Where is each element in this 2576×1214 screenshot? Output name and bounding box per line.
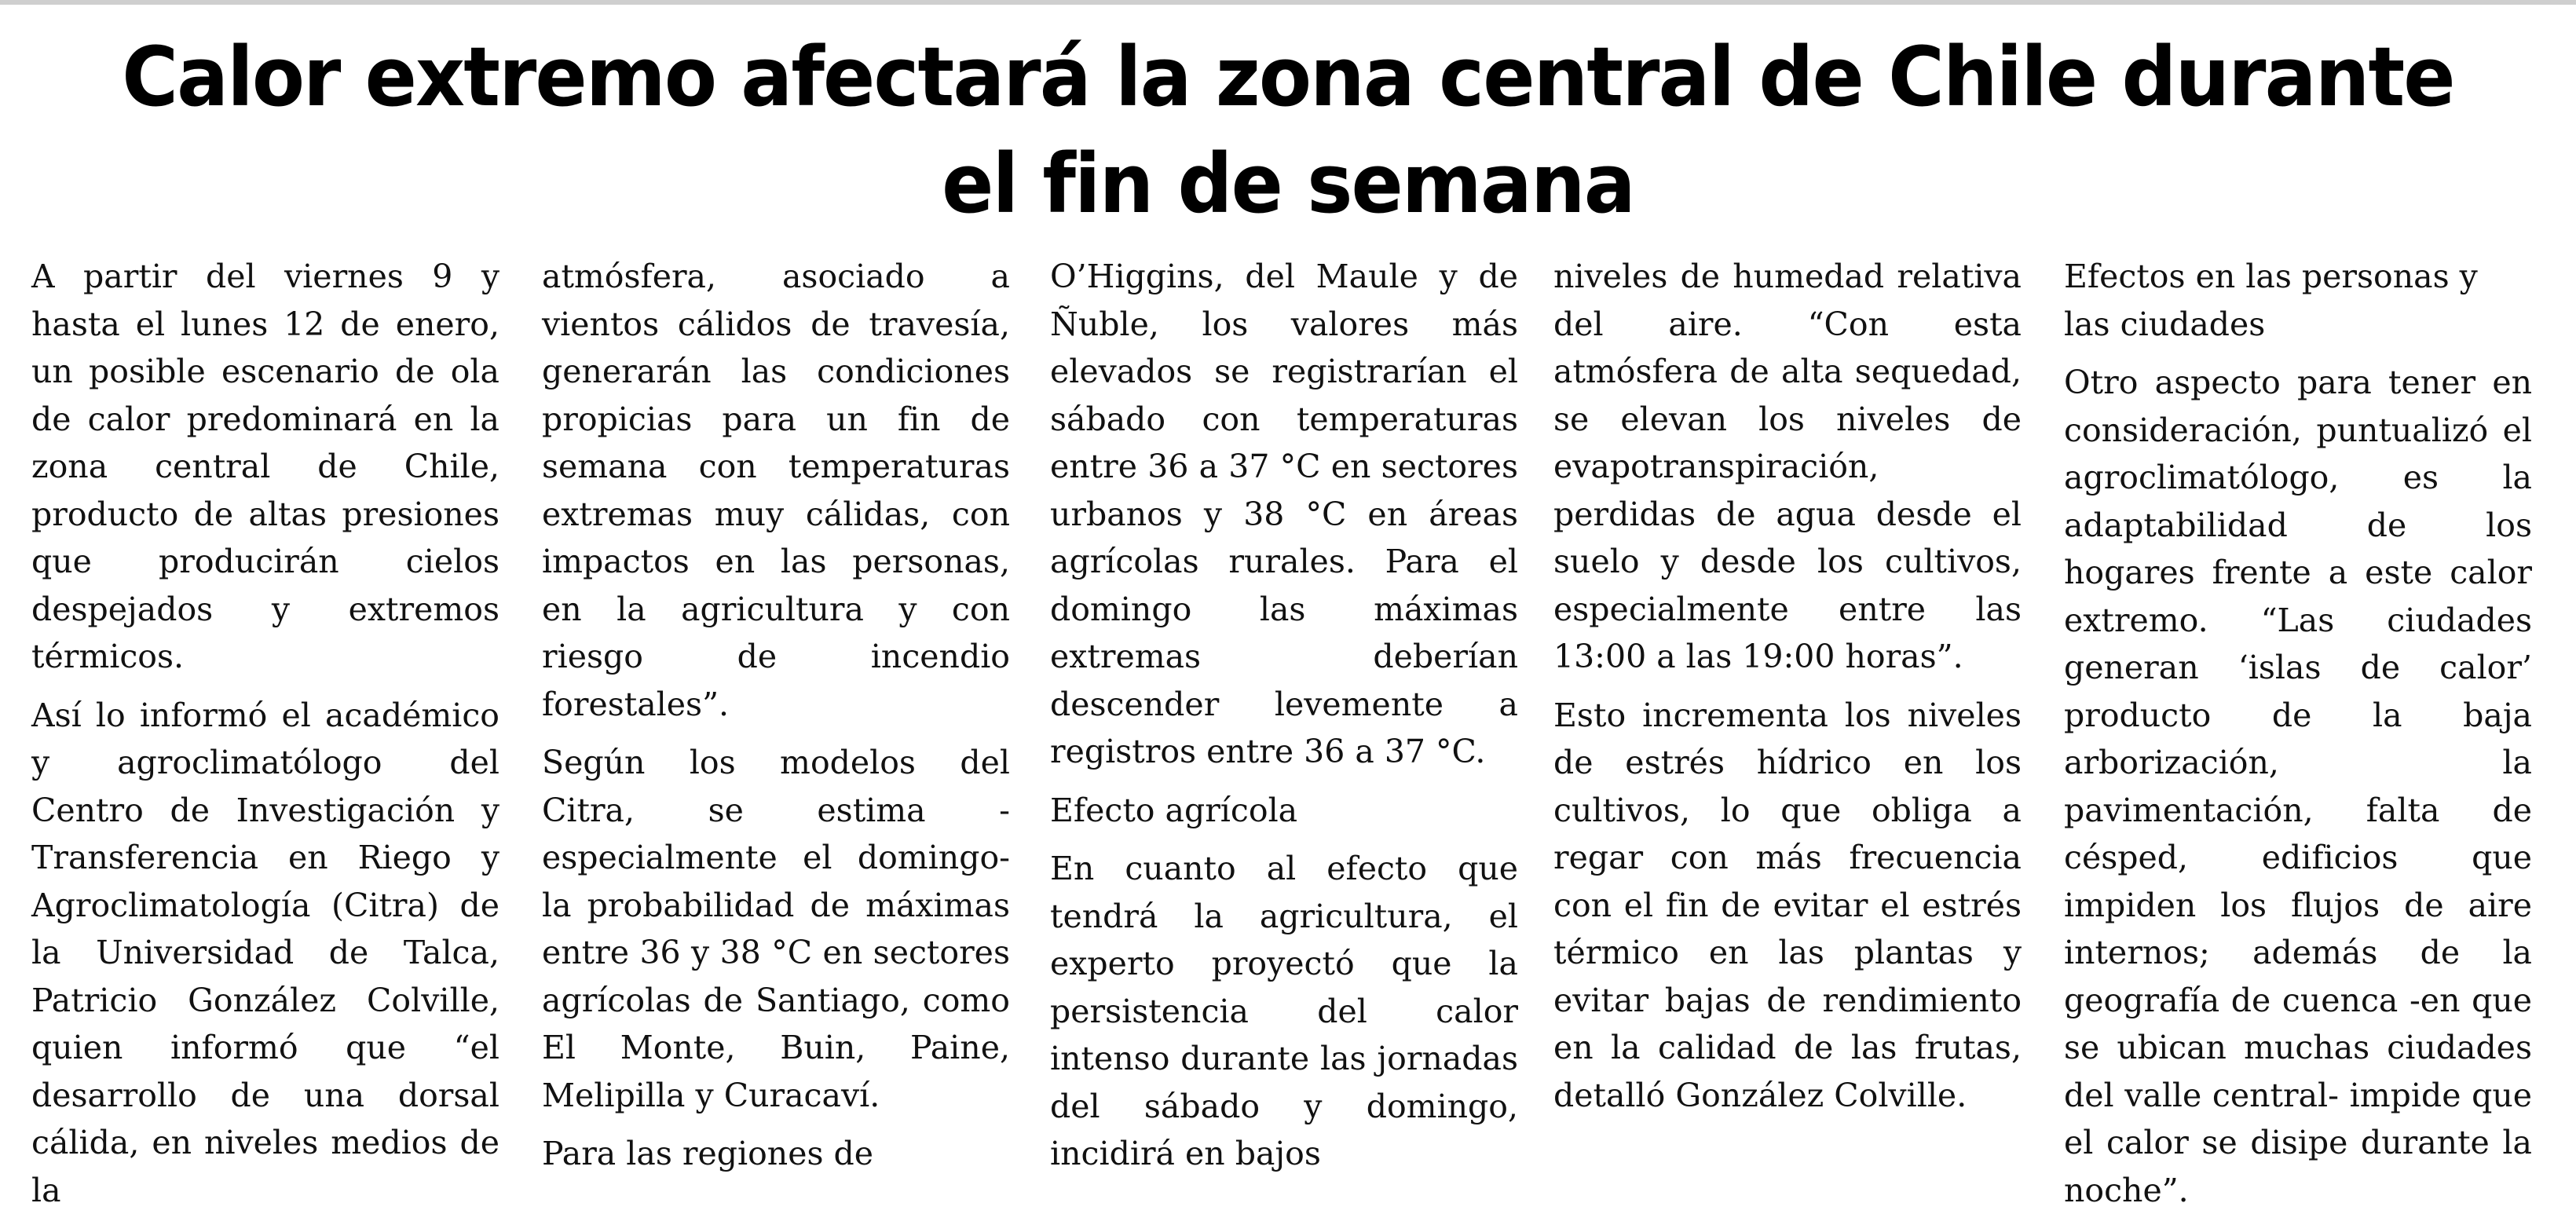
paragraph-water-stress: Esto incrementa los niveles de estrés hídrico en los cultivos, lo que obliga a regar con más frecuencia con el fin de evitar el estrés térmico en las plantas y evitar bajas de rendimiento en la calidad de las frutas, detalló González Colville. bbox=[1553, 692, 2022, 1120]
article-column-1 bbox=[31, 253, 499, 1172]
article-column-2 bbox=[542, 253, 1010, 1172]
article-headline bbox=[77, 24, 2498, 237]
paragraph-citra-source: Así lo informó el académico y agroclimatólogo del Centro de Investigación y Transferencia en Riego y Agroclimatología (Citra) de la Universidad de Talca, Patricio González Colville, quien informó que “el desarrollo de una dorsal cálida, en niveles medios de la bbox=[31, 692, 499, 1214]
article-body bbox=[0, 253, 2576, 1172]
subhead-efectos-personas: Efectos en las personas y las ciudades bbox=[2064, 253, 2532, 348]
paragraph-urban-heat-islands: Otro aspecto para tener en consideración, puntualizó el agroclimatólogo, es la adaptabilidad de los hogares frente a este calor extremo. “Las ciudades generan ‘islas de calor’ producto de la baja arborización, la pavimentación, falta de césped, edificios que impiden los flujos de aire internos; además de la geografía de cuenca -en que se ubican muchas ciudades del valle central- impide que el calor se disipe durante la noche”. bbox=[2064, 359, 2532, 1214]
paragraph-agricultural-effect: En cuanto al efecto que tendrá la agricultura, el experto proyectó que la persistencia del calor intenso durante las jornadas del sábado y domingo, incidirá en bajos bbox=[1050, 845, 1518, 1178]
subhead-efecto-agricola: Efecto agrícola bbox=[1050, 787, 1518, 835]
paragraph-citra-models: Según los modelos del Citra, se estima -especialmente el domingo- la probabilidad de máximas entre 36 y 38 °C en sectores agrícolas de Santiago, como El Monte, Buin, Paine, Melipilla y Curacaví. bbox=[542, 739, 1010, 1119]
paragraph-heat-wave-intro: A partir del viernes 9 y hasta el lunes 12 de enero, un posible escenario de ola de calor predominará en la zona central de Chile, producto de altas presiones que producirán cielos despejados y extremos térmicos. bbox=[31, 253, 499, 681]
article-column-3 bbox=[1050, 253, 1518, 1172]
headline-line-1: Calor extremo afectará la zona central de Chile durante bbox=[77, 24, 2498, 130]
paragraph-humidity: niveles de humedad relativa del aire. “Con esta atmósfera de alta sequedad, se elevan los niveles de evapotranspiración, perdidas de agua desde el suelo y desde los cultivos, especialmente entre las 13:00 a las 19:00 horas”. bbox=[1553, 253, 2022, 681]
headline-line-2: el fin de semana bbox=[77, 130, 2498, 237]
top-divider-rule bbox=[0, 0, 2576, 5]
article-column-4 bbox=[1553, 253, 2022, 1172]
paragraph-continued-quote: atmósfera, asociado a vientos cálidos de travesía, generarán las condiciones propicias para un fin de semana con temperaturas extremas muy cálidas, con impactos en las personas, en la agricultura y con riesgo de incendio forestales”. bbox=[542, 253, 1010, 728]
paragraph-regions-temperatures: O’Higgins, del Maule y de Ñuble, los valores más elevados se registrarían el sábado con temperaturas entre 36 a 37 °C en sectores urbanos y 38 °C en áreas agrícolas rurales. Para el domingo las máximas extremas deberían descender levemente a registros entre 36 a 37 °C. bbox=[1050, 253, 1518, 776]
paragraph-regions-start: Para las regiones de bbox=[542, 1130, 1010, 1178]
article-column-5 bbox=[2064, 253, 2532, 1172]
